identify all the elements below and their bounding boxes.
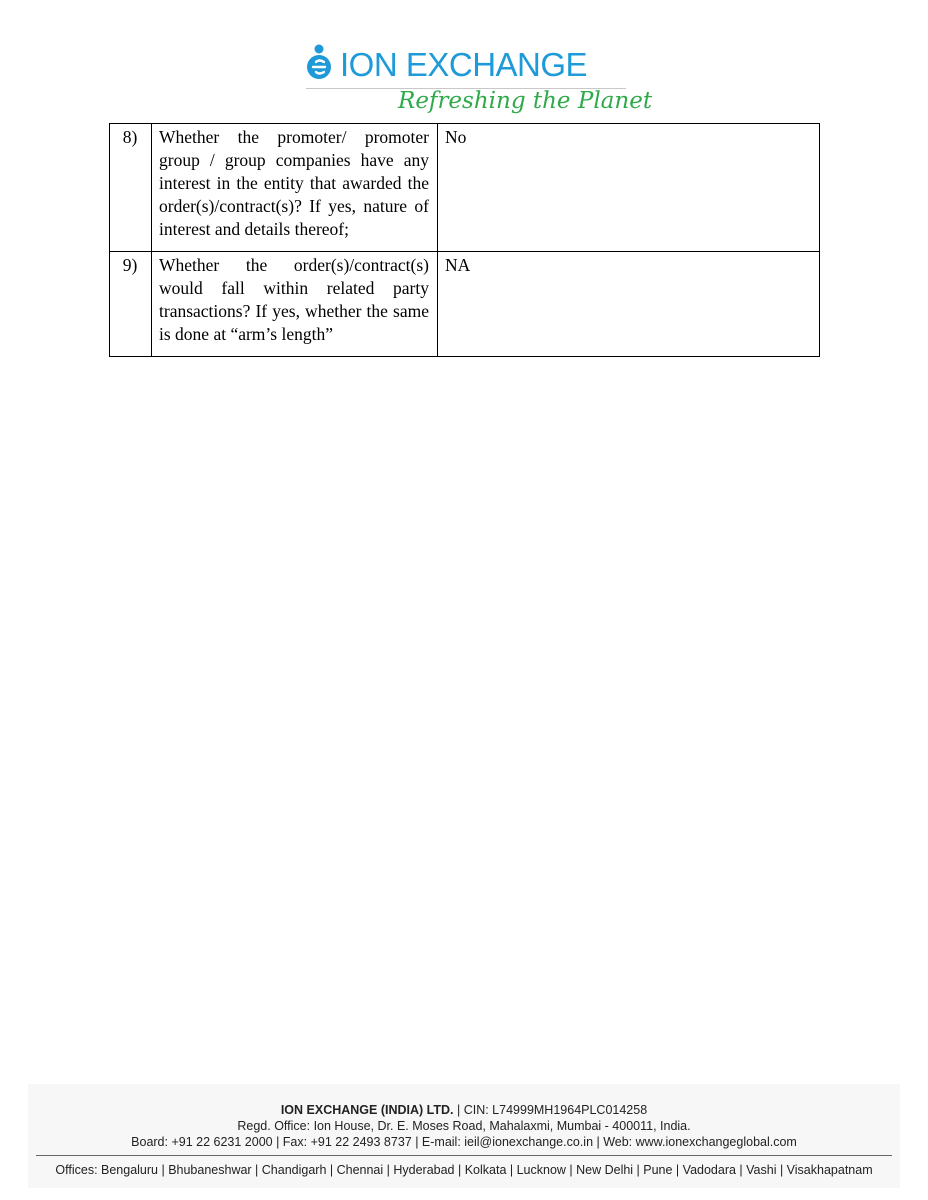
footer-cin: | CIN: L74999MH1964PLC014258 [453, 1103, 648, 1117]
row-answer: No [438, 124, 820, 252]
footer-contact: Board: +91 22 6231 2000 | Fax: +91 22 2493 8737 | E-mail: ieil@ionexchange.co.in | Web: www.ionexchangeglobal.com [131, 1135, 797, 1149]
table-row [110, 124, 820, 252]
footer-divider [36, 1155, 892, 1156]
brand-name: ION EXCHANGE [340, 46, 588, 83]
footer-company-name: ION EXCHANGE (INDIA) LTD. [280, 1103, 454, 1117]
table-row [110, 252, 820, 357]
row-question: Whether the order(s)/contract(s) would fall within related party transactions? If yes, whether the same is done at “arm’s length” [152, 252, 438, 357]
footer-address: Regd. Office: Ion House, Dr. E. Moses Road, Mahalaxmi, Mumbai - 400011, India. [237, 1119, 691, 1133]
ion-exchange-logo-icon [304, 44, 334, 80]
footer-offices: Offices: Bengaluru | Bhubaneshwar | Chandigarh | Chennai | Hyderabad | Kolkata | Lucknow | New Delhi | Pune | Vadodara | Vashi | Visakhapatnam [55, 1163, 873, 1177]
row-number: 9) [110, 252, 152, 357]
row-answer: NA [438, 252, 820, 357]
brand-tagline: Refreshing the Planet [398, 88, 653, 114]
row-question: Whether the promoter/ promoter group / group companies have any interest in the entity that awarded the order(s)/contract(s)? If yes, nature of interest and details thereof; [152, 124, 438, 252]
company-logo [300, 40, 653, 124]
footer-company-line [28, 1102, 900, 1118]
letterhead-footer [28, 1084, 900, 1188]
row-number: 8) [110, 124, 152, 252]
disclosure-table [109, 123, 820, 357]
